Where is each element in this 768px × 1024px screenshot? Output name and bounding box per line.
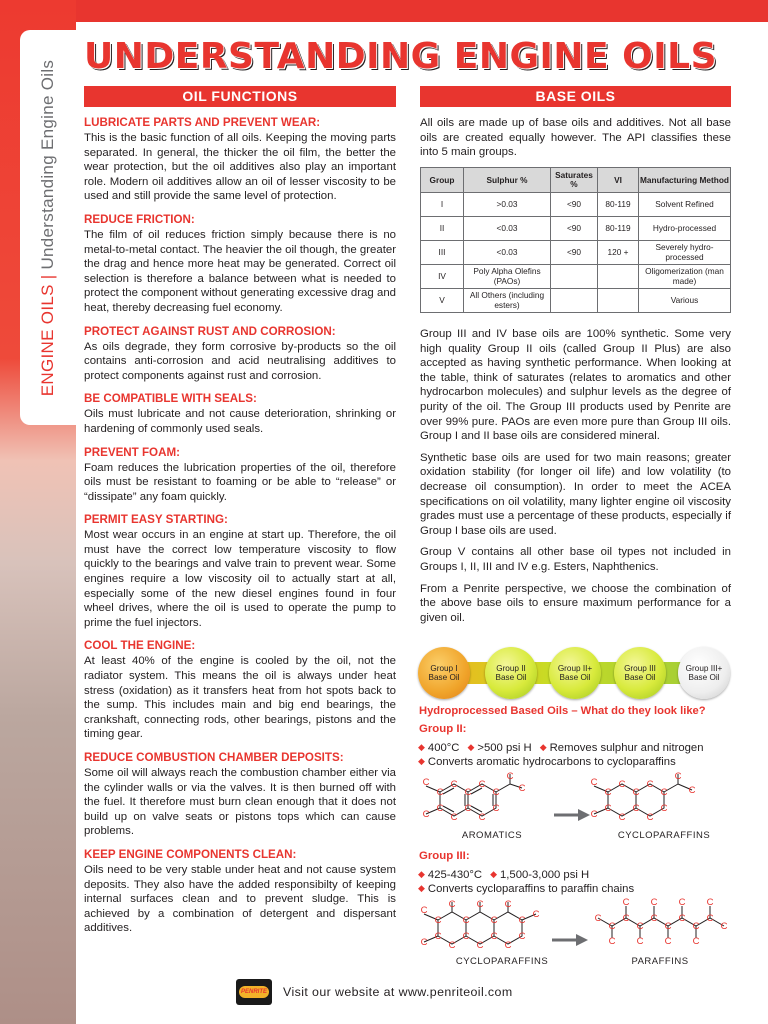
cycloparaffins-to-paraffins-diagram bbox=[418, 898, 736, 972]
carbon-atom: C bbox=[590, 809, 598, 820]
carbon-atom: C bbox=[422, 777, 430, 788]
group-3-bullets-line2 bbox=[418, 881, 634, 896]
group-3-label: Group III: bbox=[419, 850, 470, 862]
group-3-bullets-line1 bbox=[418, 867, 589, 882]
carbon-atom: C bbox=[462, 931, 470, 942]
function-title: REDUCE COMBUSTION CHAMBER DEPOSITS: bbox=[84, 751, 344, 764]
carbon-atom: C bbox=[720, 921, 728, 932]
carbon-atom: C bbox=[692, 921, 700, 932]
aromatics-label: AROMATICS bbox=[461, 830, 523, 841]
aromatics-to-cycloparaffins-diagram bbox=[418, 770, 734, 846]
carbon-atom: C bbox=[450, 779, 458, 790]
carbon-atom: C bbox=[450, 812, 458, 823]
carbon-atom: C bbox=[434, 931, 442, 942]
logo-text: PENRITE bbox=[240, 989, 267, 995]
group-2-label: Group II: bbox=[419, 723, 467, 735]
carbon-atom: C bbox=[448, 899, 456, 910]
table-cell: Severely hydro-processed bbox=[639, 241, 731, 265]
table-cell: Hydro-processed bbox=[639, 217, 731, 241]
carbon-atom: C bbox=[518, 931, 526, 942]
carbon-atom: C bbox=[622, 898, 630, 908]
oil-functions-column bbox=[84, 116, 396, 945]
carbon-atom: C bbox=[706, 898, 714, 908]
function-section bbox=[84, 513, 396, 630]
table-cell: Various bbox=[639, 289, 731, 313]
bullet-text: Removes sulphur and nitrogen bbox=[549, 742, 704, 754]
carbon-atom: C bbox=[590, 777, 598, 788]
paraffins-label: PARAFFINS bbox=[631, 956, 689, 967]
carbon-atom: C bbox=[476, 899, 484, 910]
carbon-atom: C bbox=[504, 940, 512, 951]
carbon-atom: C bbox=[436, 787, 444, 798]
carbon-atom: C bbox=[660, 787, 668, 798]
carbon-atom: C bbox=[678, 913, 686, 924]
diamond-bullet-icon: ◆ bbox=[418, 869, 425, 879]
pill-label: Group II Base Oil bbox=[495, 663, 527, 682]
bullet-text: 425-430°C bbox=[427, 869, 483, 881]
base-oils-paragraph: Group V contains all other base oil types not included in Groups I, II, III and IV e.g. Esters, Naphthenics. bbox=[420, 546, 731, 573]
table-header: VI bbox=[598, 168, 639, 193]
diamond-bullet-icon: ◆ bbox=[490, 869, 497, 879]
table-cell: <90 bbox=[551, 241, 598, 265]
carbon-atom: C bbox=[518, 783, 526, 794]
table-cell bbox=[551, 289, 598, 313]
table-row bbox=[421, 193, 731, 217]
carbon-atom-labels bbox=[421, 898, 728, 951]
table-cell: <90 bbox=[551, 217, 598, 241]
table-header-row bbox=[421, 168, 731, 193]
table-row bbox=[421, 289, 731, 313]
carbon-atom: C bbox=[462, 915, 470, 926]
function-body: Oils must lubricate and not cause deterioration, shrinking or hardening of commonly used seals. bbox=[84, 408, 396, 435]
base-oils-intro: All oils are made up of base oils and additives. Not all base oils are created equally however. The API classifies these into 5 main groups. bbox=[420, 117, 731, 159]
pill-label: Group II+ Base Oil bbox=[557, 663, 593, 682]
table-cell bbox=[598, 265, 639, 289]
function-body: Foam reduces the lubrication properties of the oil, therefore oils must be resistant to foaming or be able to “release” or “dissipate” any foam quickly. bbox=[84, 461, 396, 503]
hydroprocessed-title: Hydroprocessed Based Oils – What do they look like? bbox=[419, 705, 706, 717]
carbon-atom: C bbox=[608, 936, 616, 947]
table-cell: Solvent Refined bbox=[639, 193, 731, 217]
group-2-plus-pill bbox=[549, 647, 601, 699]
table-header: Sulphur % bbox=[464, 168, 551, 193]
pill-label: Group III Base Oil bbox=[624, 663, 656, 682]
function-title: KEEP ENGINE COMPONENTS CLEAN: bbox=[84, 847, 297, 861]
carbon-atom: C bbox=[650, 898, 658, 908]
bullet-text: 400°C bbox=[427, 742, 460, 754]
carbon-atom: C bbox=[660, 803, 668, 814]
table-header: Manufacturing Method bbox=[639, 168, 731, 193]
pill-label: Group III+ Base Oil bbox=[685, 663, 723, 682]
function-body: As oils degrade, they form corrosive by-products so the oil contains anti-corrosion and acid neutralising additives to protect components against rust and corrosion. bbox=[84, 340, 396, 382]
carbon-atom: C bbox=[478, 779, 486, 790]
carbon-atom: C bbox=[594, 913, 602, 924]
carbon-atom: C bbox=[504, 899, 512, 910]
carbon-atom: C bbox=[420, 905, 428, 916]
carbon-atom: C bbox=[618, 779, 626, 790]
base-oils-paragraph: From a Penrite perspective, we choose the combination of the above base oils to ensure maximum performance for a given oil. bbox=[420, 582, 731, 624]
table-row bbox=[421, 241, 731, 265]
table-row bbox=[421, 217, 731, 241]
carbon-atom: C bbox=[636, 921, 644, 932]
diamond-bullet-icon: ◆ bbox=[418, 756, 425, 766]
table-cell: 80-119 bbox=[598, 193, 639, 217]
oil-functions-heading: OIL FUNCTIONS bbox=[84, 86, 396, 107]
function-body: At least 40% of the engine is cooled by the oil, not the radiator system. This means the oil is always under heat stress (oxidation) as it transfers heat from hot spots back to the sump. This includes main and big end bearings, the crankshaft, connecting rods, other bearings, pistons and the timing gear. bbox=[84, 655, 396, 741]
base-oil-groups-table bbox=[420, 167, 731, 313]
carbon-atom: C bbox=[506, 771, 514, 782]
bullet-text: >500 psi H bbox=[477, 742, 532, 754]
table-cell: <0.03 bbox=[464, 217, 551, 241]
function-body: This is the basic function of all oils. Keeping the moving parts separated. In general, the thicker the oil film, the better the wear protection, but the oil additives also play an important role. Modern oil additives allow an oil of lesser viscosity to be used and still provide the same level of protection. bbox=[84, 132, 396, 203]
carbon-atom: C bbox=[422, 809, 430, 820]
group-2-bullets-line2 bbox=[418, 754, 676, 769]
group-3-plus-pill bbox=[678, 647, 730, 699]
side-label-divider: | bbox=[38, 274, 57, 280]
cycloparaffins-label: CYCLOPARAFFINS bbox=[455, 956, 549, 967]
table-cell bbox=[551, 265, 598, 289]
table-cell bbox=[598, 289, 639, 313]
table-cell: I bbox=[421, 193, 464, 217]
carbon-atom: C bbox=[476, 940, 484, 951]
diamond-bullet-icon: ◆ bbox=[418, 742, 425, 752]
function-body: Oils need to be very stable under heat and not cause system deposits. They also have the added responsibilty of keeping internal surfaces clean and to prevent sludge. This is achieved by a combination of detergent and dispersant additives. bbox=[84, 863, 396, 935]
carbon-atom: C bbox=[532, 909, 540, 920]
carbon-atom: C bbox=[688, 785, 696, 796]
carbon-atom: C bbox=[664, 936, 672, 947]
table-cell: Oligomerization (man made) bbox=[639, 265, 731, 289]
function-title: BE COMPATIBLE WITH SEALS: bbox=[84, 392, 257, 406]
function-section bbox=[84, 751, 396, 839]
carbon-atom: C bbox=[490, 915, 498, 926]
table-cell: All Others (including esters) bbox=[464, 289, 551, 313]
function-body: The film of oil reduces friction simply because there is no metal-to-metal contact. The heavier the oil though, the greater the drag and hence more heat may be generated. Correct oil selection is therefore a balance between what is needed to protect the component without generating excessive drag and heat, thereby decreasing fuel economy. bbox=[84, 228, 396, 314]
footer-website-link[interactable]: Visit our website at www.penriteoil.com bbox=[283, 985, 513, 999]
carbon-atom: C bbox=[664, 921, 672, 932]
group-1-pill bbox=[418, 647, 470, 699]
page-title: UNDERSTANDING ENGINE OILS bbox=[84, 36, 718, 77]
table-header: Saturates % bbox=[551, 168, 598, 193]
carbon-atom: C bbox=[490, 931, 498, 942]
carbon-atom: C bbox=[448, 940, 456, 951]
table-cell: 120 + bbox=[598, 241, 639, 265]
cycloparaffins-label: CYCLOPARAFFINS bbox=[617, 830, 711, 841]
carbon-atom: C bbox=[646, 779, 654, 790]
carbon-atom: C bbox=[622, 913, 630, 924]
carbon-atom: C bbox=[492, 803, 500, 814]
carbon-atom: C bbox=[632, 787, 640, 798]
base-oils-heading: BASE OILS bbox=[420, 86, 731, 107]
table-cell: Poly Alpha Olefins (PAOs) bbox=[464, 265, 551, 289]
table-row bbox=[421, 265, 731, 289]
carbon-atom: C bbox=[420, 937, 428, 948]
carbon-atom: C bbox=[650, 913, 658, 924]
table-header: Group bbox=[421, 168, 464, 193]
carbon-atom: C bbox=[636, 936, 644, 947]
base-oils-paragraphs bbox=[420, 327, 731, 625]
function-section bbox=[84, 446, 396, 505]
carbon-atom: C bbox=[604, 787, 612, 798]
carbon-atom: C bbox=[646, 812, 654, 823]
bullet-text: Converts aromatic hydrocarbons to cycloparaffins bbox=[427, 756, 676, 768]
function-body: Some oil will always reach the combustion chamber either via the cylinder walls or via the valves. It is then burned off with the fuel. It therefore must burn clean enough that it does not build up on valve seats or pistons tops which can cause problems. bbox=[84, 767, 396, 838]
table-cell: <0.03 bbox=[464, 241, 551, 265]
carbon-atom: C bbox=[674, 771, 682, 782]
penrite-logo bbox=[236, 979, 272, 1005]
logo-badge bbox=[239, 986, 269, 998]
carbon-atom: C bbox=[678, 898, 686, 908]
function-title: REDUCE FRICTION: bbox=[84, 212, 195, 226]
carbon-atom: C bbox=[436, 803, 444, 814]
base-oils-paragraph: Synthetic base oils are used for two main reasons; greater oxidation stability (for longer oil life) and low volatility (to decrease oil consumption). In order to meet the ACEA specifications on oil volatility, many lighter engine oil viscosity grades must use a percentage of these products, especially if Group I base oils are used. bbox=[420, 451, 731, 537]
top-banner bbox=[0, 0, 768, 22]
carbon-atom: C bbox=[518, 915, 526, 926]
function-title: LUBRICATE PARTS AND PREVENT WEAR: bbox=[84, 116, 321, 129]
table-cell: III bbox=[421, 241, 464, 265]
pill-label: Group I Base Oil bbox=[428, 663, 460, 682]
function-title: PREVENT FOAM: bbox=[84, 445, 180, 459]
carbon-atom: C bbox=[434, 915, 442, 926]
carbon-atom: C bbox=[618, 812, 626, 823]
bullet-text: 1,500-3,000 psi H bbox=[499, 869, 590, 881]
table-cell: IV bbox=[421, 265, 464, 289]
function-section bbox=[84, 325, 396, 384]
carbon-atom: C bbox=[478, 812, 486, 823]
table-cell: <90 bbox=[551, 193, 598, 217]
function-section bbox=[84, 213, 396, 316]
table-cell: II bbox=[421, 217, 464, 241]
carbon-atom: C bbox=[608, 921, 616, 932]
carbon-atom: C bbox=[632, 803, 640, 814]
side-label-primary: ENGINE OILS bbox=[38, 284, 57, 397]
bullet-text: Converts cycloparaffins to paraffin chains bbox=[427, 883, 635, 895]
carbon-atom: C bbox=[706, 913, 714, 924]
table-cell: V bbox=[421, 289, 464, 313]
group-2-bullets-line1 bbox=[418, 740, 703, 755]
group-2-pill bbox=[485, 647, 537, 699]
function-section bbox=[84, 392, 396, 436]
function-title: COOL THE ENGINE: bbox=[84, 639, 196, 653]
carbon-atom: C bbox=[692, 936, 700, 947]
carbon-atom: C bbox=[492, 787, 500, 798]
base-oils-paragraph: Group III and IV base oils are 100% synthetic. Some very high quality Group II oils (called Group II Plus) are also accepted as having synthetic performance. When looking at the table, think of saturates (relates to aromatics and other hydrocarbon molecules) and sulphur levels as the degree of purity of the oil. The Group III products used by Penrite are over 99% pure. PAOs are even more pure than Group III oils. Group I and II base oils are considered mineral. bbox=[420, 328, 731, 443]
base-oils-intro-block bbox=[420, 116, 731, 160]
diamond-bullet-icon: ◆ bbox=[418, 883, 425, 893]
group-3-pill bbox=[614, 647, 666, 699]
carbon-atom: C bbox=[604, 803, 612, 814]
table-cell: 80-119 bbox=[598, 217, 639, 241]
function-section bbox=[84, 848, 396, 936]
function-section bbox=[84, 116, 396, 204]
function-title: PROTECT AGAINST RUST AND CORROSION: bbox=[84, 324, 336, 338]
carbon-atom: C bbox=[464, 787, 472, 798]
side-label bbox=[38, 60, 58, 396]
carbon-atom: C bbox=[464, 803, 472, 814]
function-section bbox=[84, 639, 396, 742]
function-body: Most wear occurs in an engine at start up. Therefore, the oil must have the correct low temperature viscosity to flow quickly to the bearings and valve train to prevent wear. Some engines require a low viscosity oil to actually start at all, especially some of the new diesel engines found in four wheel drives, where the oil is used to operate the pump to prime the fuel injectors. bbox=[84, 529, 396, 629]
side-label-secondary: Understanding Engine Oils bbox=[38, 59, 57, 270]
diamond-bullet-icon: ◆ bbox=[467, 742, 475, 752]
diamond-bullet-icon: ◆ bbox=[539, 742, 547, 752]
function-title: PERMIT EASY STARTING: bbox=[84, 513, 228, 527]
base-oil-progression bbox=[416, 646, 734, 700]
table-cell: >0.03 bbox=[464, 193, 551, 217]
